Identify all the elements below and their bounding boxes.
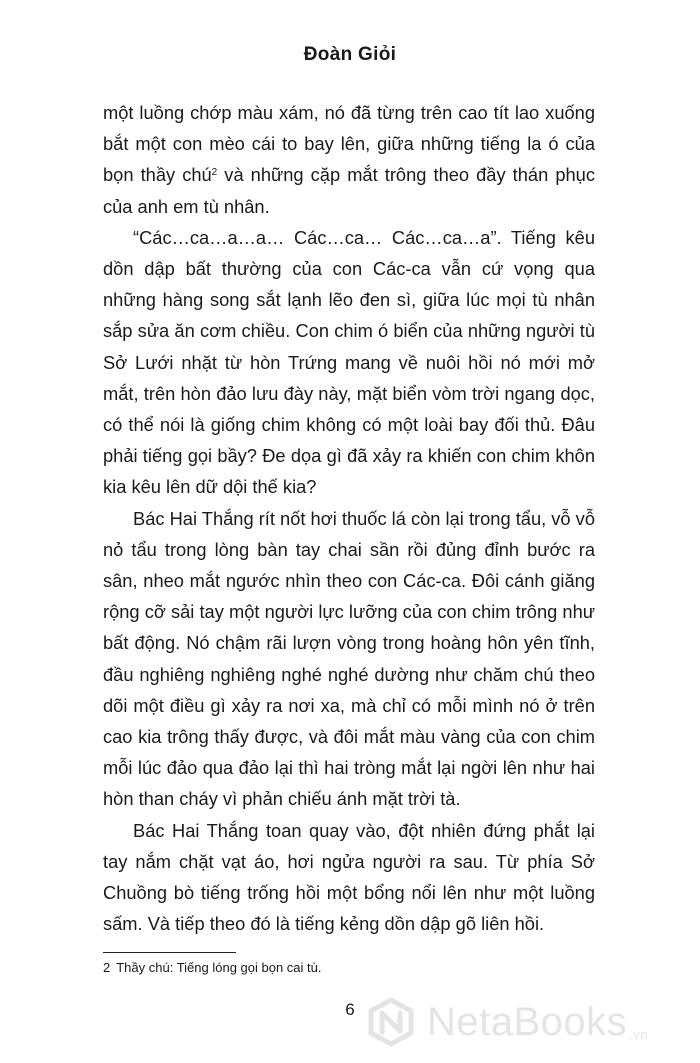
paragraph-3: Bác Hai Thắng rít nốt hơi thuốc lá còn lại trong tẩu, vỗ vỗ nỏ tẩu trong lòng bàn tay chai sần rồi đủng đỉnh bước ra sân, nheo mắt ngước nhìn theo con Các-ca. Đôi cánh giăng rộng cỡ sải tay một người lực lưỡng của con chim trông như bất động. Nó chậm rãi lượn vòng trong hoàng hôn yên tĩnh, đầu nghiêng nghiêng nghé nghé dường như chăm chú theo dõi một điều gì xảy ra nơi xa, mà chỉ có mỗi mình nó ở trên cao kia trông thấy được, và đôi mắt màu vàng của con chim mỗi lúc đảo qua đảo lại thì hai tròng mắt lại ngời lên như hai hòn than cháy vì phản chiếu ánh mặt trời tà. bbox=[103, 507, 595, 810]
running-header-author: Đoàn Giỏi bbox=[303, 44, 397, 65]
footnote bbox=[103, 960, 321, 976]
netabooks-logo-icon bbox=[365, 996, 417, 1048]
paragraph-1 bbox=[103, 97, 595, 222]
paragraph-1-text-a: một luồng chớp màu xám, nó đã từng trên cao tít lao xuống bắt một con mèo cái to bay lên, giữa những tiếng la ó của bọn thầy chú bbox=[103, 102, 595, 186]
watermark-text bbox=[427, 1002, 648, 1042]
paragraph-4: Bác Hai Thắng toan quay vào, đột nhiên đứng phắt lại tay nắm chặt vạt áo, hơi ngửa người ra sau. Từ phía Sở Chuồng bò tiếng trống hồi một bổng nổi lên như một luồng sấm. Và tiếp theo đó là tiếng kẻng dồn dập gõ liên hồi. bbox=[103, 819, 595, 935]
page-number: 6 bbox=[345, 1000, 355, 1019]
footnote-divider bbox=[103, 952, 236, 953]
watermark bbox=[365, 993, 695, 1051]
watermark-tld: .vn bbox=[629, 1027, 649, 1042]
watermark-brand: NetaBooks bbox=[427, 1000, 628, 1044]
footnote-text: Thầy chú: Tiếng lóng gọi bọn cai tù. bbox=[116, 960, 322, 975]
body-text bbox=[103, 97, 595, 939]
footnote-number: 2 bbox=[103, 960, 111, 975]
footnote-reference: 2 bbox=[211, 167, 218, 179]
paragraph-2: “Các…ca…a…a… Các…ca… Các…ca…a”. Tiếng kêu dồn dập bất thường của con Các-ca vẫn cứ vọng qua những hàng song sắt lạnh lẽo đen sì, giữa lúc mọi tù nhân sắp sửa ăn cơm chiều. Con chim ó biển của những người tù Sở Lưới nhặt từ hòn Trứng mang về nuôi hồi nó mới mở mắt, trên hòn đảo lưu đày này, mặt biển vòm trời ngang dọc, có thể nói là giống chim không có một loài bay đối thủ. Đâu phải tiếng gọi bầy? Đe dọa gì đã xảy ra khiến con chim khôn kia kêu lên dữ dội thế kia? bbox=[103, 226, 595, 498]
paragraph-1-text-b: và những cặp mắt trông theo đầy thán phục của anh em tù nhân. bbox=[103, 164, 595, 217]
